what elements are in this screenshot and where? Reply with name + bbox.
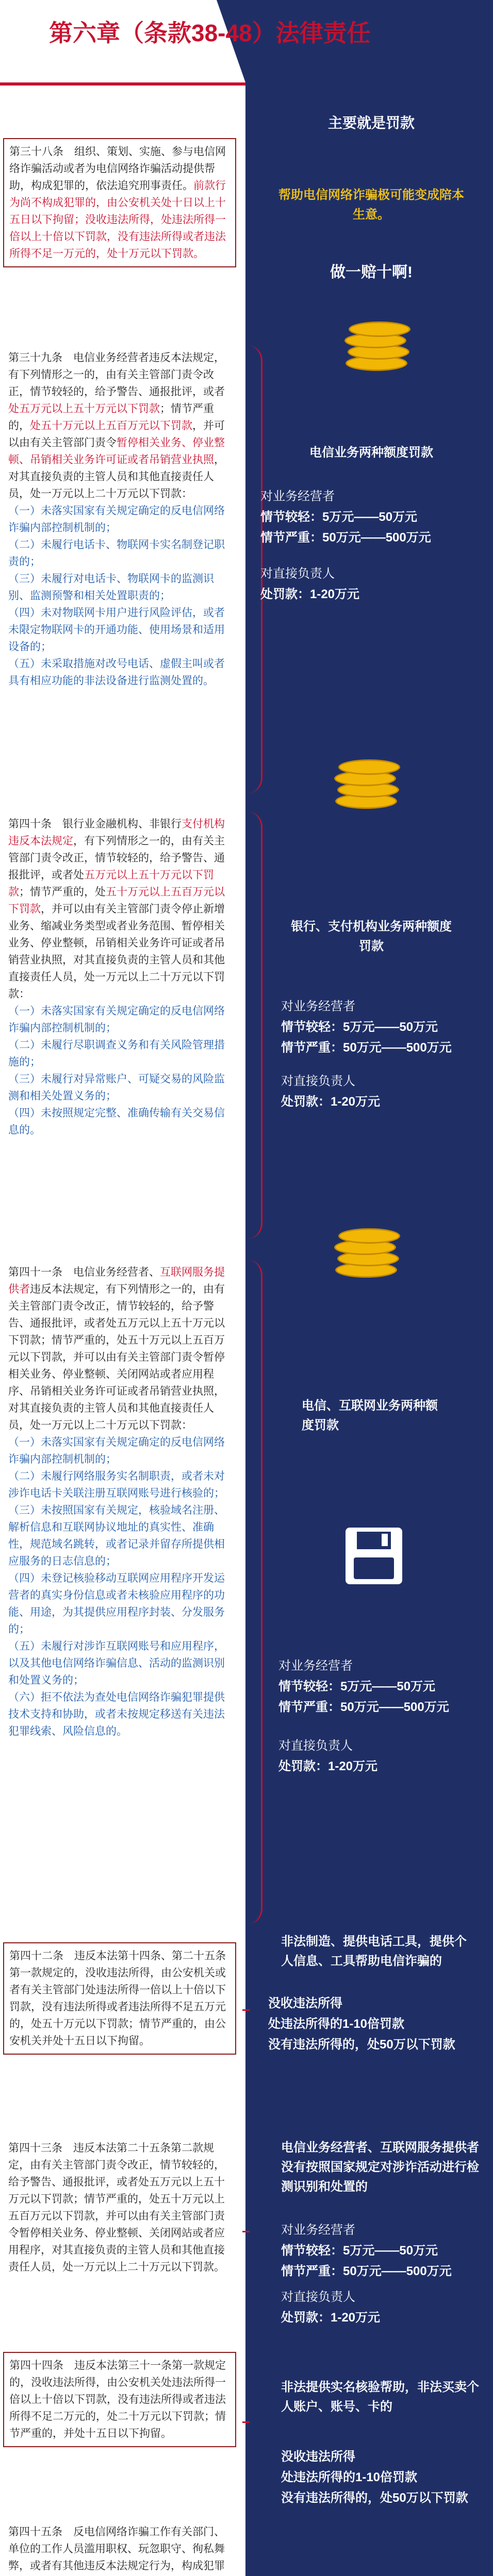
real-name-line: 没收违法所得 [281, 2450, 355, 2464]
article-40-fine-light: 五万元以上五十万元以下罚款 [8, 869, 214, 898]
fine-operator-label: 对业务经营者 [281, 999, 355, 1013]
article-41-item: （一）未落实国家有关规定确定的反电信网络诈骗内部控制机制的； [8, 1436, 225, 1465]
article-41-item: （三）未按照国家有关规定，核验域名注册、解析信息和互联网协议地址的真实性、准确性，规范域名跳转，或者记录并留存所提供相应服务的日志信息的； [8, 1504, 225, 1567]
fine-title: 电信业务两种额度罚款 [309, 446, 433, 460]
article-40-subject: 支付机构违反本法规定 [8, 818, 225, 847]
article-40-item: （二）未履行尽职调查义务和有关风险管理措施的； [8, 1039, 225, 1068]
title-divider [0, 82, 245, 86]
article-39-mid1: ；情节严重的， [8, 403, 214, 432]
fine-person: 处罚款：1-20万元 [278, 1759, 378, 1773]
article-38-penalty: 前款行为尚不构成犯罪的，由公安机关处十日以上十五日以下拘留；没收违法所得，处违法所得一倍以上十倍以下罚款，没有违法所得或者违法所得不足一万元的，处十万元以下罚款。 [9, 180, 226, 260]
article-40-text: 第四十条 银行业金融机构、非银行 [8, 818, 182, 830]
article-39-item: （四）未对物联网卡用户进行风险评估，或者未限定物联网卡的开通功能、使用场景和适用设备的； [8, 607, 225, 653]
illegal-tools-line: 处违法所得的1-10倍罚款 [268, 2017, 405, 2031]
article-39-text: 第三十九条 电信业务经营者违反本法规定，有下列情形之一的，由有关主管部门责令改正，情节较轻的，给予警告、通报批评，或者 [8, 352, 225, 398]
article-42-text: 第四十二条 违反本法第十四条、第二十五条第一款规定的，没收违法所得，由公安机关或者有关主管部门处违法所得一倍以上十倍以下罚款，没有违法所得或者违法所得不足五万元的，处五十万元以下罚款；情节严重的，由公安机关并处十五日以下拘留。 [9, 1950, 226, 2047]
fine-light: 情节较轻：5万元——50万元 [278, 1680, 436, 1693]
article-39-item: （二）未履行电话卡、物联网卡实名制登记职责的； [8, 539, 225, 568]
helper-note: 帮助电信网络诈骗极可能变成陪本生意。 [278, 188, 464, 222]
operators-severe: 情节严重：50万元——500万元 [281, 2264, 452, 2278]
article-39-item: （三）未履行对电话卡、物联网卡的监测识别、监测预警和相关处置职责的； [8, 573, 214, 602]
article-40-text2: ，有下列情形之一的，由有关主管部门责令改正，情节较轻的，给予警告、通报批评，或者处 [8, 835, 225, 881]
fine-person: 处罚款：1-20万元 [260, 587, 360, 601]
real-name-line: 没有违法所得的，处50万以下罚款 [281, 2491, 468, 2505]
article-39-item: （五）未采取措施对改号电话、虚假主叫或者具有相应功能的非法设备进行监测处置的。 [8, 658, 225, 687]
operators-person: 处罚款：1-20万元 [281, 2311, 381, 2325]
operators-light: 情节较轻：5万元——50万元 [281, 2244, 438, 2258]
slogan: 做一赔十啊! [330, 264, 413, 281]
fine-person-label: 对直接负责人 [281, 1074, 355, 1088]
fine-person-label: 对直接负责人 [260, 567, 335, 581]
connector-article-42 [242, 2009, 250, 2011]
article-38 [3, 138, 236, 267]
fine-light: 情节较轻：5万元——50万元 [260, 510, 418, 524]
fine-person-label: 对直接负责人 [278, 1739, 353, 1753]
article-41-item: （四）未登记核验移动互联网应用程序开发运营者的真实身份信息或者未核验应用程序的功能、用途，为其提供应用程序封装、分发服务的； [8, 1572, 225, 1635]
article-44-text: 第四十四条 违反本法第三十一条第一款规定的，没收违法所得，由公安机关处违法所得一倍以上十倍以下罚款，没有违法所得或者违法所得不足二万元的，处二十万元以下罚款；情节严重的，并处十五日以下拘留。 [9, 2360, 226, 2439]
article-40-item: （三）未履行对异常账户、可疑交易的风险监测和相关处置义务的； [8, 1073, 225, 1102]
article-41-text: 第四十一条 电信业务经营者、 [8, 1266, 160, 1278]
article-43-text: 第四十三条 违反本法第二十五条第二款规定，由有关主管部门责令改正，情节较轻的，给予警告、通报批评，或者处五万元以上五十万元以下罚款；情节严重的，处五十万元以上五百万元以下罚款，并可以由有关主管部门责令暂停相关业务、停业整顿、关闭网站或者应用程序，对其直接负责的主管人员和其他直接责任人员，处一万元以上二十万元以下罚款。 [8, 2142, 225, 2273]
fine-severe: 情节严重：50万元——500万元 [278, 1700, 449, 1714]
operators-person-label: 对直接负责人 [281, 2290, 355, 2304]
article-40-item: （一）未落实国家有关规定确定的反电信网络诈骗内部控制机制的； [8, 1005, 225, 1034]
fine-title: 电信、互联网业务两种额度罚款 [302, 1399, 438, 1432]
main-point: 主要就是罚款 [327, 115, 415, 131]
article-39-mid2: ，并可以由有关主管部门责令 [8, 420, 225, 449]
page-title: 第六章（条款38-48）法律责任 [49, 20, 371, 46]
article-39-item: （一）未落实国家有关规定确定的反电信网络诈骗内部控制机制的； [8, 505, 225, 534]
coin-stack-icon [346, 319, 413, 376]
article-41-subject: 互联网服务提供者 [8, 1266, 225, 1295]
fine-title: 银行、支付机构业务两种额度罚款 [291, 920, 452, 953]
connector-article-44 [242, 2421, 250, 2423]
coin-stack-icon [335, 1226, 402, 1283]
article-44 [3, 2352, 236, 2447]
article-39-sanction: 暂停相关业务、停业整顿、吊销相关业务许可证或者吊销营业执照 [8, 437, 225, 466]
fine-light: 情节较轻：5万元——50万元 [281, 1020, 438, 1034]
article-45-text: 第四十五条 反电信网络诈骗工作有关部门、单位的工作人员滥用职权、玩忽职守、徇私舞弊，或者有其他违反本法规定行为，构成犯罪 [8, 2526, 225, 2572]
article-39-fine-severe: 处五十万元以上五百万元以下罚款 [30, 420, 192, 432]
article-41-item: （五）未履行对涉诈互联网账号和应用程序，以及其他电信网络诈骗信息、活动的监测识别和处置义务的； [8, 1640, 225, 1686]
fine-severe: 情节严重：50万元——500万元 [281, 1041, 452, 1055]
article-40-item: （四）未按照规定完整、准确传输有关交易信息的。 [8, 1107, 225, 1136]
fine-person: 处罚款：1-20万元 [281, 1095, 381, 1109]
bracket-article-41 [245, 1260, 262, 1924]
article-38-text: 第三十八条 组织、策划、实施、参与电信网络诈骗活动或者为电信网络诈骗活动提供帮助，构成犯罪的，依法追究刑事责任。 [9, 146, 226, 192]
article-40-text3: ；情节严重的，处 [19, 886, 106, 898]
fine-operator-label: 对业务经营者 [278, 1659, 353, 1673]
article-39 [3, 345, 236, 693]
fine-operator-label: 对业务经营者 [260, 489, 335, 503]
article-45 [3, 2519, 236, 2576]
illegal-tools-title: 非法制造、提供电话工具，提供个人信息、工具帮助电信诈骗的 [281, 1935, 467, 1968]
real-name-line: 处违法所得的1-10倍罚款 [281, 2470, 418, 2484]
article-41-item: （二）未履行网络服务实名制职责，或者未对涉诈电话卡关联注册互联网账号进行核验的； [8, 1470, 225, 1499]
floppy-disk-icon [346, 1528, 402, 1584]
article-40 [3, 811, 236, 1143]
operators-title: 电信业务经营者、互联网服务提供者没有按照国家规定对涉诈活动进行检测识别和处置的 [281, 2141, 479, 2194]
fine-severe: 情节严重：50万元——500万元 [260, 531, 431, 545]
article-41 [3, 1260, 236, 1744]
article-41-text2: 违反本法规定，有下列情形之一的，由有关主管部门责令改正，情节较轻的，给予警告、通报批评，或者处五万元以上五十万元以下罚款；情节严重的，处五十万元以上五百万元以下罚款，并可以由有关主管部门责令暂停相关业务、停业整顿、关闭网站或者应用程序、吊销相关业务许可证或者吊销营业执照，对其直接负责的主管人员和其他直接责任人员，处一万元以上二十万元以下罚款： [8, 1283, 225, 1431]
bracket-article-40 [245, 811, 262, 1239]
article-41-item: （六）拒不依法为查处电信网络诈骗犯罪提供技术支持和协助，或者未按规定移送有关违法犯罪线索、风险信息的。 [8, 1691, 225, 1737]
article-39-fine-light: 处五万元以上五十万元以下罚款 [8, 403, 160, 415]
coin-stack-icon [335, 757, 402, 814]
illegal-tools-line: 没有违法所得的，处50万以下罚款 [268, 2038, 455, 2052]
article-43 [3, 2136, 236, 2280]
connector-article-43 [242, 2231, 250, 2232]
article-40-text4: ，并可以由有关主管部门责令停止新增业务、缩减业务类型或者业务范围、暂停相关业务、停业整顿，吊销相关业务许可证或者吊销营业执照，对其直接负责的主管人员和其他直接责任人员，处一万元以上二十万元以下罚款： [8, 903, 225, 1000]
operators-op-label: 对业务经营者 [281, 2223, 355, 2237]
article-39-mid3: ，对其直接负责的主管人员和其他直接责任人员，处一万元以上二十万元以下罚款： [8, 454, 225, 500]
article-40-fine-severe: 五十万元以上五百万元以下罚款 [8, 886, 225, 915]
article-42 [3, 1942, 236, 2055]
real-name-title: 非法提供实名核验帮助，非法买卖个人账户、账号、卡的 [281, 2380, 479, 2414]
illegal-tools-line: 没收违法所得 [268, 1996, 342, 2010]
